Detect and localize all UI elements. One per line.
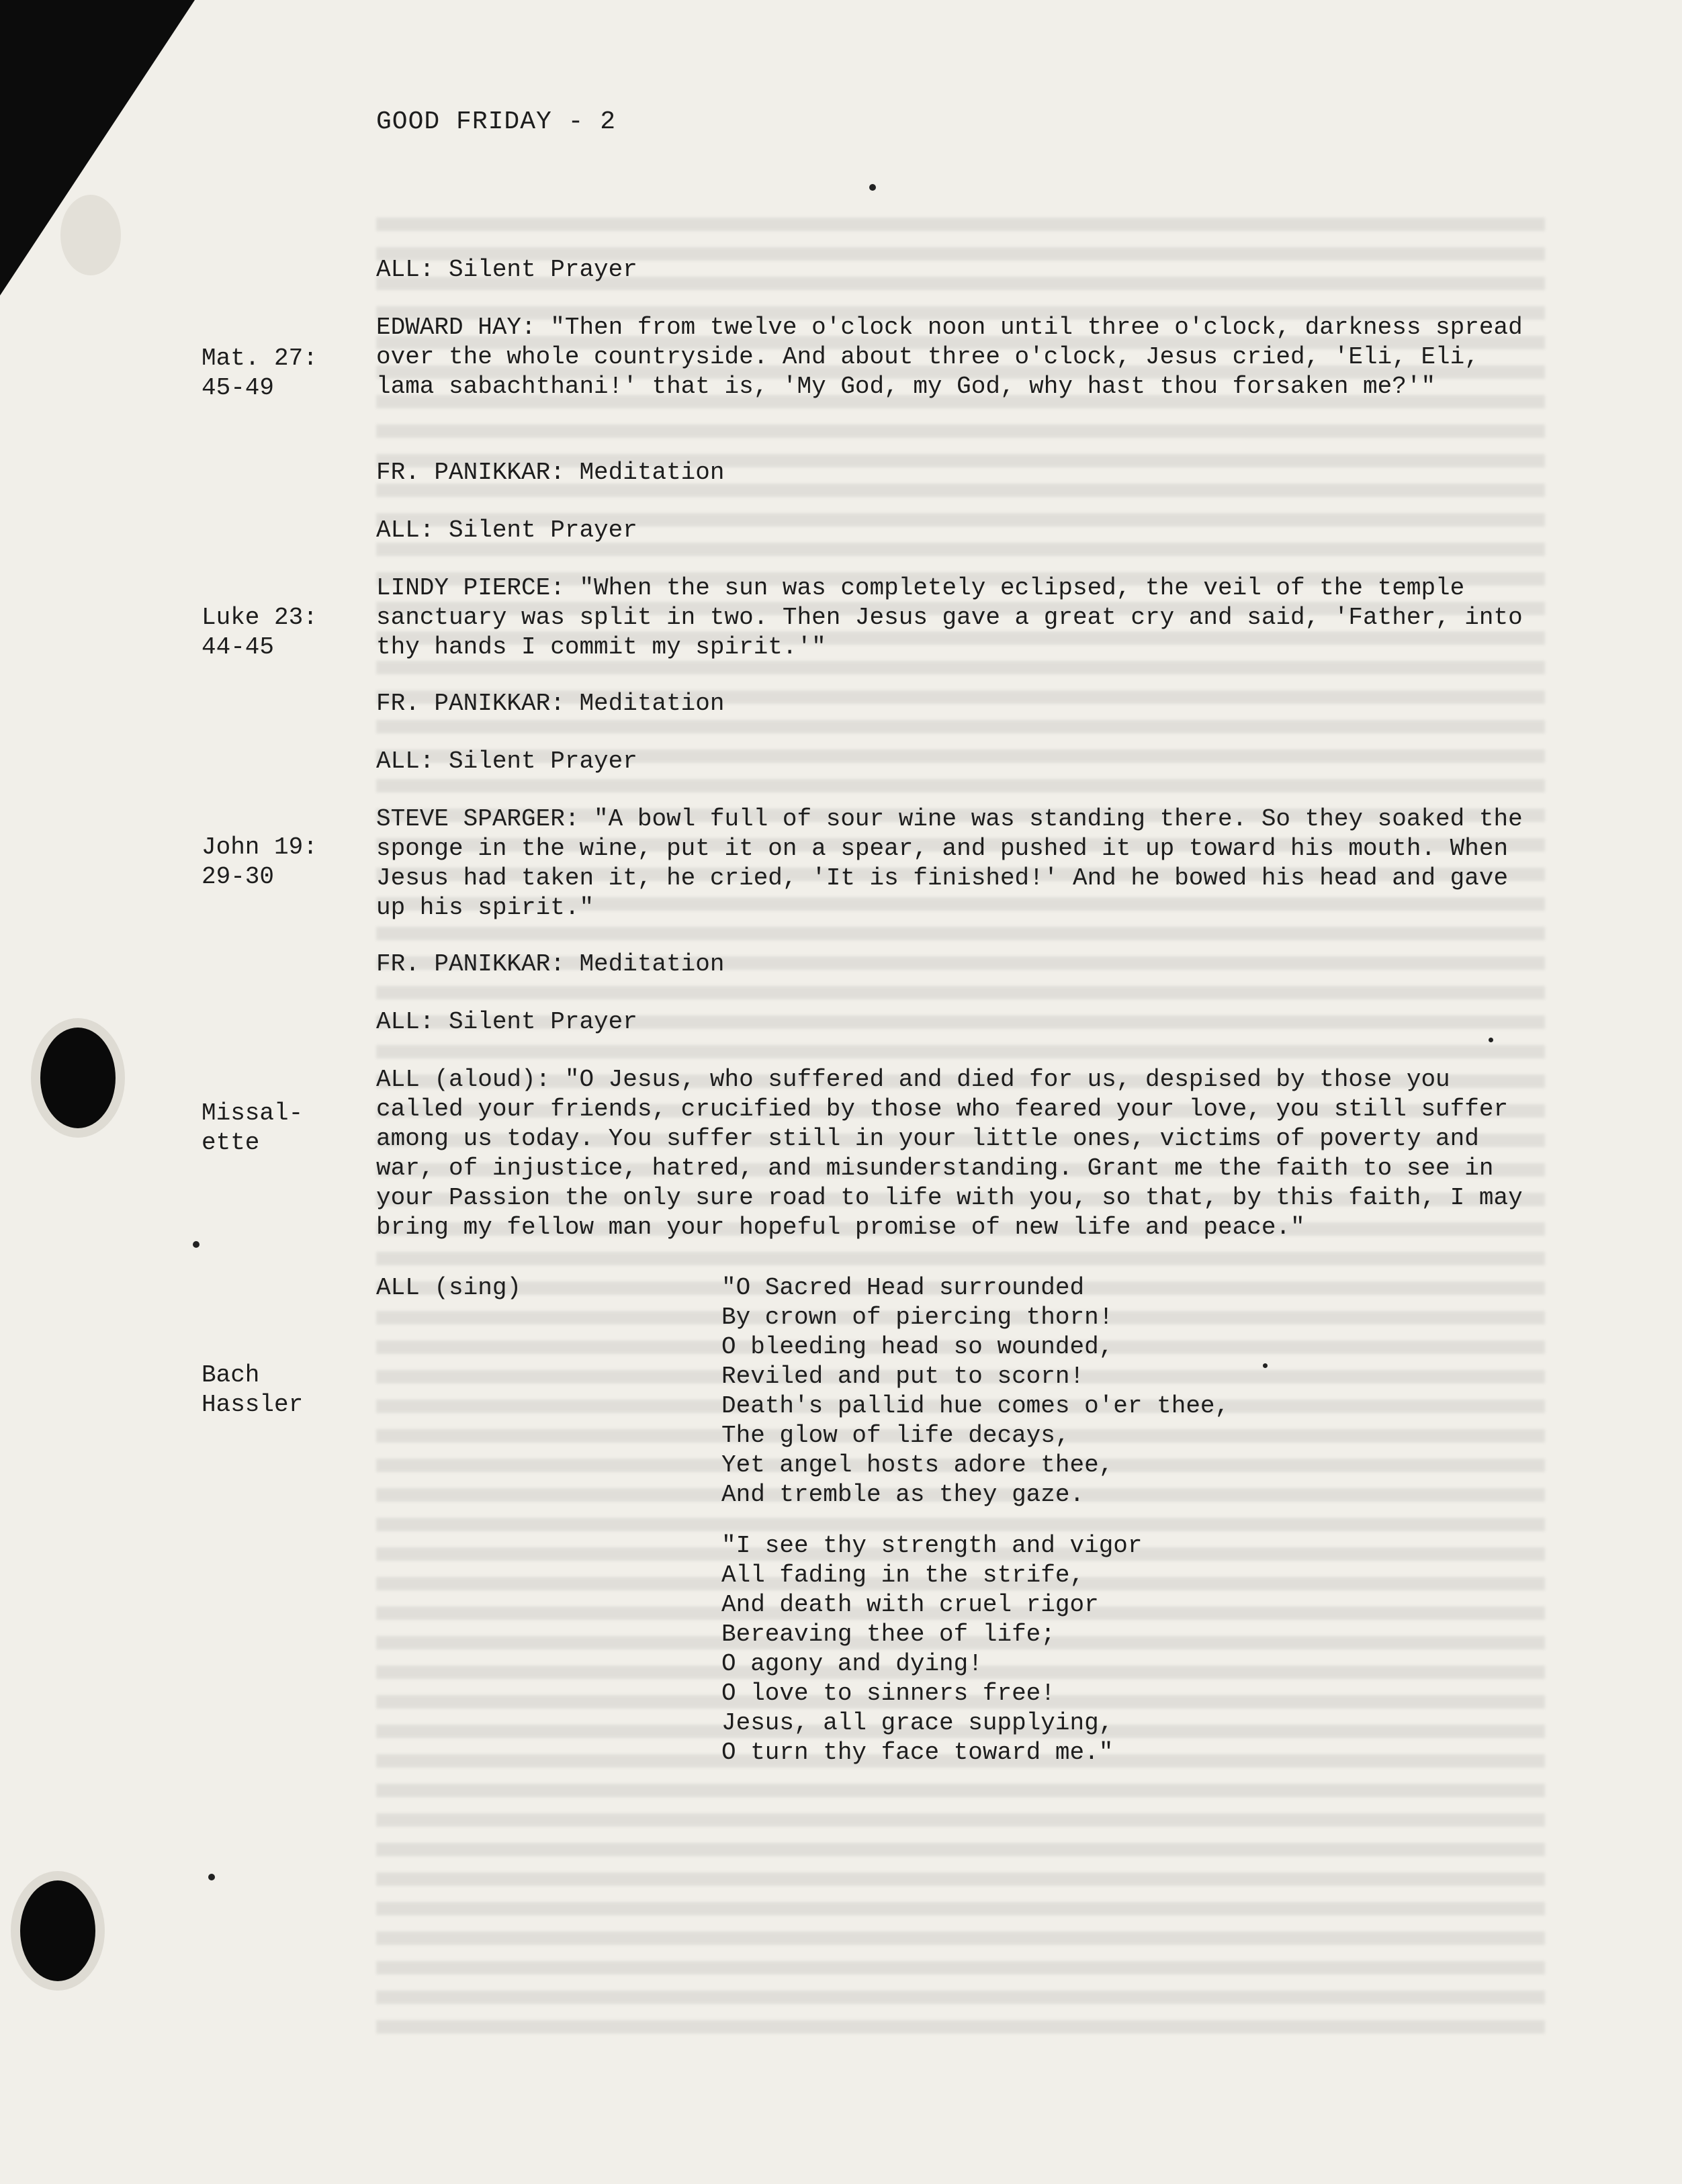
hymn-line: Reviled and put to scorn! <box>721 1363 1085 1390</box>
section: ALL (aloud): "O Jesus, who suffered and died for us, despised by those you called your friends, crucified by those who feared your love, you still suffer among us today. You suffer still in your little ones, victims of poverty and war, of injustice, hatred, and misunderstanding. Grant me the faith to see in your Passion the only sure road to life with you, so that, by this faith, I may bring my fellow man your hopeful promise of new life and peace." <box>376 1066 1523 1241</box>
section: ALL: Silent Prayer <box>376 1008 637 1036</box>
hymn-line: O love to sinners free! <box>721 1680 1055 1707</box>
section: ALL: Silent Prayer <box>376 256 637 283</box>
section: STEVE SPARGER: "A bowl full of sour wine was standing there. So they soaked the sponge in the wine, put it on a spear, and pushed it up toward his mouth. When Jesus had taken it, he cried, 'It is finished!' And he bowed his head and gave up his spirit." <box>376 805 1523 921</box>
ink-speck <box>869 184 876 191</box>
punch-hole-top <box>40 1028 116 1128</box>
hymn-line: "O Sacred Head surrounded <box>721 1274 1085 1302</box>
hymn-line: O turn thy face toward me." <box>721 1739 1114 1766</box>
hymn-line: O agony and dying! <box>721 1650 983 1678</box>
hymn-verse <box>721 1273 1528 1510</box>
hymn-line: By crown of piercing thorn! <box>721 1304 1114 1331</box>
hymn-line: The glow of life decays, <box>721 1422 1070 1449</box>
margin-note: Bach Hassler <box>202 1361 304 1418</box>
margin-note: Mat. 27: 45-49 <box>202 345 318 402</box>
hymn-line: And death with cruel rigor <box>721 1591 1099 1619</box>
section: EDWARD HAY: "Then from twelve o'clock noon until three o'clock, darkness spread over the whole countryside. And about three o'clock, Jesus cried, 'Eli, Eli, lama sabachthani!' that is, 'My God, my God, why hast thou forsaken me?'" <box>376 314 1523 400</box>
hymn-line: Death's pallid hue comes o'er thee, <box>721 1392 1230 1420</box>
section: ALL (sing) <box>376 1274 522 1302</box>
punch-hole-bottom <box>20 1880 95 1981</box>
ink-speck <box>208 1874 215 1880</box>
section: LINDY PIERCE: "When the sun was completely eclipsed, the veil of the temple sanctuary was split in two. Then Jesus gave a great cry and said, 'Father, into thy hands I commit my spirit.'" <box>376 574 1523 661</box>
hymn-line: Jesus, all grace supplying, <box>721 1709 1114 1737</box>
ink-speck <box>193 1241 200 1248</box>
paper-smudge <box>60 195 121 275</box>
hymn-line: And tremble as they gaze. <box>721 1481 1085 1508</box>
margin-note: Missal- ette <box>202 1099 304 1156</box>
margin-note: John 19: 29-30 <box>202 833 318 891</box>
hymn-verse <box>721 1531 1528 1768</box>
hymn-line: Yet angel hosts adore thee, <box>721 1451 1114 1479</box>
section: FR. PANIKKAR: Meditation <box>376 459 725 486</box>
ink-speck <box>1489 1038 1493 1042</box>
hymn-line: Bereaving thee of life; <box>721 1621 1055 1648</box>
page-header: GOOD FRIDAY - 2 <box>376 107 617 136</box>
section: ALL: Silent Prayer <box>376 516 637 544</box>
section: FR. PANIKKAR: Meditation <box>376 690 725 717</box>
hymn-line: All fading in the strife, <box>721 1561 1085 1589</box>
hymn-line: "I see thy strength and vigor <box>721 1532 1143 1559</box>
margin-note: Luke 23: 44-45 <box>202 604 318 661</box>
hymn-line: O bleeding head so wounded, <box>721 1333 1114 1361</box>
section: FR. PANIKKAR: Meditation <box>376 950 725 978</box>
section: ALL: Silent Prayer <box>376 747 637 775</box>
